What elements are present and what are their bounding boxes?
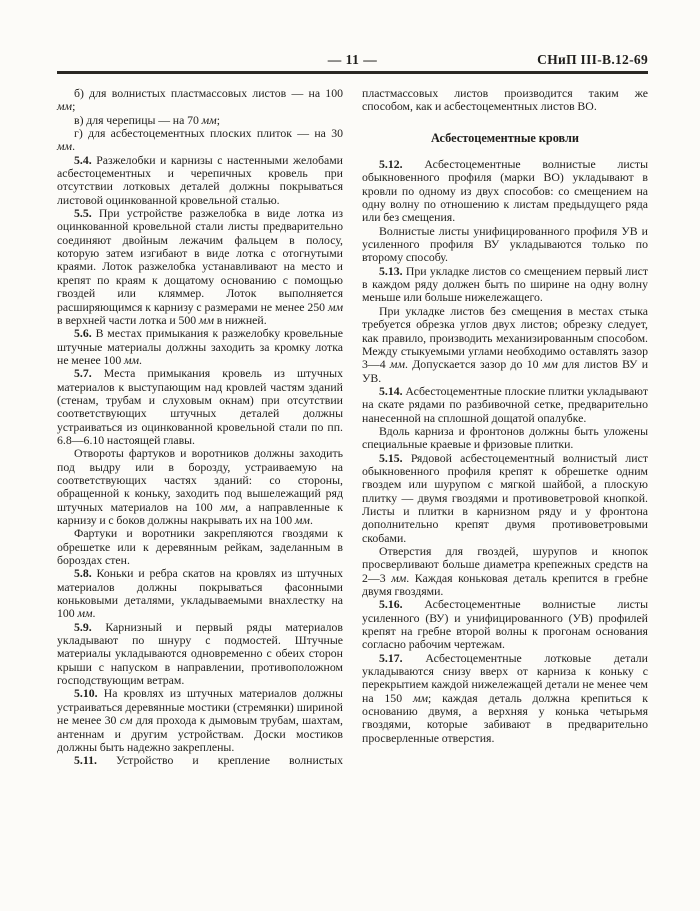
paragraph <box>57 527 343 567</box>
text-run: в) для черепицы — на 70 <box>74 112 202 127</box>
italic-run: мм <box>198 312 214 327</box>
text-run: Вдоль карниза и фронтонов должны быть уложены специальные краевые и фризовые плитки. <box>362 423 648 452</box>
paragraph <box>362 452 648 545</box>
text-run: Рядовой асбестоцементный волнистый лист обыкновенного профиля крепят к обрешетке одним гвоздем или шурупом с мягкой шайбой, а плоскую плитку — двумя гвоздями и противоветровой кнопкой. Листы и плитки в карнизном ряду и у фронтона дополнительно крепят двумя противоветровыми скобами. <box>362 450 648 545</box>
text-run: . <box>72 139 76 154</box>
paragraph <box>57 754 343 767</box>
bold-run: 5.6. <box>74 326 92 341</box>
italic-run: мм <box>57 99 73 114</box>
doc-code: СНиП III-В.12-69 <box>537 52 648 67</box>
italic-run: мм <box>294 513 310 527</box>
text-run: При укладке листов без смещения в местах стыка требуется обрезка углов двух листов; обрезку следует, как правило, производить механизированным способом. Между стыкуемыми углами необходимо оставлять зазор 3—4 <box>362 303 648 372</box>
text-run: Асбестоцементные лотковые детали укладываются снизу вверх от карниза к коньку с перекрытием каждой нижележащей детали не менее чем на 150 <box>362 650 648 705</box>
bold-run: 5.17. <box>379 650 403 665</box>
bold-run: 5.15. <box>379 450 403 465</box>
text-run: , а направленные к карнизу и с боков должны накрывать их на 100 <box>57 499 343 527</box>
text-run: б) для волнистых пластмассовых листов — на 100 <box>74 86 343 100</box>
section-heading <box>362 132 648 145</box>
bold-run: 5.4. <box>74 152 92 167</box>
bold-run: 5.9. <box>74 619 92 634</box>
paragraph <box>57 367 343 447</box>
paragraph <box>362 87 648 114</box>
paragraph <box>362 425 648 452</box>
paragraph <box>362 265 648 305</box>
italic-run: мм <box>57 139 73 154</box>
header-rule <box>57 71 648 74</box>
italic-run: мм <box>542 357 558 372</box>
paragraph <box>57 114 343 127</box>
paragraph <box>57 327 343 367</box>
text-run: для листов ВУ и УВ. <box>362 357 649 385</box>
bold-run: 5.5. <box>74 206 92 221</box>
italic-run: мм <box>220 499 236 514</box>
paragraph <box>57 621 343 688</box>
text-run: . <box>92 606 96 621</box>
text-run: На кровлях из штучных материалов должны устраиваться деревянные мостики (стремянки) шириной не менее 30 <box>57 686 343 728</box>
paragraph <box>362 652 648 745</box>
bold-run: 5.14. <box>379 383 403 398</box>
text-run: ; <box>216 112 220 127</box>
text-run: Места примыкания кровель из штучных материалов к выступающим над кровлей частям зданий (стенам, трубам и слуховым окнам) при отсутствии соответствующих штучных деталей должны устраиваться из оцинкованной кровельной стали по пп. 6.8—6.10 настоящей главы. <box>57 366 343 447</box>
bold-run: 5.13. <box>379 263 403 278</box>
paragraph <box>362 598 648 651</box>
text-run: Асбестоцементные плоские плитки укладывают на скате рядами по разбивочной сетке, предварительно нанесенной на сплошной дощатой опалубке. <box>362 383 648 425</box>
text-run: Асбестоцементные волнистые листы усиленного (ВУ) и унифицированного (УВ) профилей крепят на гребне второй волны к прогонам основания согласно рабочим чертежам. <box>362 597 648 652</box>
bold-run: 5.7. <box>74 366 92 381</box>
column-right <box>362 87 648 768</box>
column-left <box>57 87 343 768</box>
paragraph <box>57 687 343 754</box>
text-run: г) для асбестоцементных плоских плиток — на 30 <box>74 126 343 141</box>
text-run: в верхней части лотка и 500 <box>57 312 199 327</box>
italic-run: мм <box>327 299 343 314</box>
paragraph <box>362 225 648 265</box>
bold-run: 5.11. <box>74 753 97 768</box>
paragraph <box>362 305 648 385</box>
italic-run: мм <box>412 690 428 705</box>
text-run: Асбестоцементные волнистые листы обыкновенного профиля (марки ВО) укладывают в кровли по одному из двух способов: со смещением на одну волну по отношению к листам предыдущего ряда или без смещения. <box>362 157 648 225</box>
paragraph <box>57 127 343 154</box>
text-run: для прохода к дымовым трубам, шахтам, антеннам и другим устройствам. Доски мостиков должны быть надежно закреплены. <box>57 713 343 754</box>
italic-run: мм <box>389 357 405 372</box>
text-run: . Допускается зазор до 10 <box>404 357 543 372</box>
text-run: ; <box>72 99 76 114</box>
text-run: ; каждая деталь должна крепиться к основанию двумя, а верхняя у конька четырьмя гвоздями, которые забивают в предварительно просверленные отверстия. <box>362 690 648 745</box>
bold-run: 5.12. <box>379 157 403 172</box>
italic-run: мм <box>123 352 140 367</box>
bold-run: 5.16. <box>379 597 403 612</box>
italic-run: мм <box>77 606 93 621</box>
text-run: При укладке листов со смещением первый лист в каждом ряду должен быть по ширине на одну волну меньше или больше нижележащего. <box>362 263 648 305</box>
paragraph <box>57 207 343 327</box>
italic-run: мм <box>391 570 407 585</box>
text-run: Волнистые листы унифицированного профиля УВ и усиленного профиля ВУ укладываются только по второму способу. <box>362 223 648 265</box>
text-run: пластмассовых листов производится таким же способом, как и асбестоцементных листов ВО. <box>362 86 648 114</box>
paragraph <box>57 447 343 527</box>
text-run: . Каждая коньковая деталь крепится в гребне двумя гвоздями. <box>362 570 649 599</box>
text-run: Разжелобки и карнизы с настенными желобами асбестоцементных и черепичных кровель при отсутствии лотковых деталей должны покрываться листовой оцинкованной кровельной сталью. <box>57 152 343 207</box>
text-run: В местах примыкания к разжелобку кровельные штучные материалы должны заходить за кромку лотка не менее 100 <box>57 326 343 367</box>
text-run: Карнизный и первый ряды материалов укладывают по шнуру с подмостей. Штучные материалы укладываются одновременно с обеих сторон крыши с напуском в направлении, противоположном господствующим ветрам. <box>57 619 343 688</box>
paragraph <box>362 158 648 225</box>
text-run: . <box>309 513 313 527</box>
italic-run: мм <box>201 112 217 127</box>
text-run: Устройство и крепление волнистых <box>96 753 343 768</box>
bold-run: 5.8. <box>74 566 92 581</box>
text-run: При устройстве разжелобка в виде лотка из оцинкованной кровельной стали листы предварительно соединяют двойным лежачим фальцем в полосу, которую затем изгибают в виде лотка с отогнутыми краями. Лоток разжелобка устанавливают на место и крепят по краям к дощатому основанию с помощью гвоздей или кляммер. Лоток выполняется расширяющимся к карнизу с размерами не менее 250 <box>57 206 343 314</box>
paragraph <box>362 545 648 598</box>
text-run: Фартуки и воротники закрепляются гвоздями к обрешетке или к деревянным рейкам, заделанным в бороздах стен. <box>57 526 343 568</box>
text-run: . <box>139 352 142 367</box>
bold-run: Асбестоцементные кровли <box>430 130 579 145</box>
text-run: Коньки и ребра скатов на кровлях из штучных материалов должны покрываться фасонными коньковыми деталями, укладываемыми внахлестку на 100 <box>57 566 343 621</box>
bold-run: 5.10. <box>74 686 98 701</box>
paragraph <box>362 385 648 425</box>
italic-run: см <box>119 713 133 728</box>
paragraph <box>57 87 343 114</box>
page-number: — 11 — <box>327 52 378 67</box>
text-columns <box>57 87 648 768</box>
paragraph <box>57 154 343 207</box>
text-run: в нижней. <box>213 312 267 327</box>
text-run: Отвороты фартуков и воротников должны заходить под выдру или в борозду, устраиваемую на соответствующих частях зданий: со стороны, обращенной к коньку, заходить под вышележащий ряд штучных материалов на 100 <box>57 446 343 514</box>
text-run: Отверстия для гвоздей, шурупов и кнопок просверливают больше диаметра крепежных средств на 2—3 <box>362 544 648 585</box>
paragraph <box>57 567 343 620</box>
